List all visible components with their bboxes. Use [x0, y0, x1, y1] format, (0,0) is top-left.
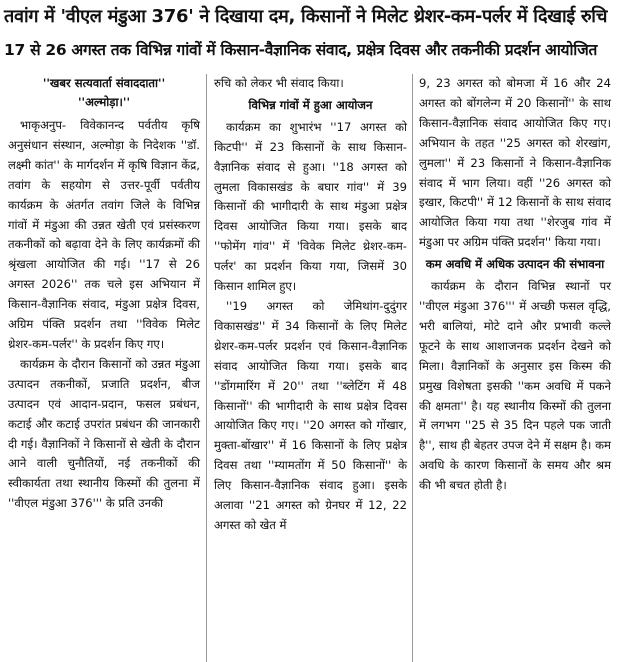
column-2	[214, 74, 407, 536]
byline	[8, 74, 200, 112]
paragraph: कार्यक्रम के दौरान किसानों को उन्नत मंडुआ उत्पादन तकनीकों, प्रजाति प्रदर्शन, बीज उत्पादन एवं आदान-प्रदान, फसल प्रबंधन, कटाई और कटाई उपरांत प्रबंधन की जानकारी दी गई। वैज्ञानिकों ने किसानों से खेती के दौरान आने वाली चुनौतियों, नई तकनीकों की स्वीकार्यता तथा स्थानीय किस्मों की तुलना में ''वीएल मंडुआ 376''' के प्रति उनकी	[8, 356, 200, 511]
column-divider	[412, 74, 413, 662]
section-heading: विभिन्न गांवों में हुआ आयोजन	[248, 97, 373, 112]
section-heading: कम अवधि में अधिक उत्पादन की संभावना	[425, 257, 605, 272]
column-1	[8, 74, 200, 514]
paragraph: कार्यक्रम के दौरान विभिन्न स्थानों पर ''वीएल मंडुआ 376''' में अच्छी फसल वृद्धि, भरी बालियां, मोटे दाने और प्रभावी कल्ले फूटने के साथ आशाजनक प्रदर्शन देखने को मिला। वैज्ञानिकों के अनुसार इस किस्म की प्रमुख विशेषता इसकी ''कम अवधि में पकने की क्षमता'' है। यह स्थानीय किस्मों की तुलना में लगभग ''25 से 35 दिन पहले पक जाती है'', साथ ही बेहतर उपज देने में सक्षम है। कम अवधि के कारण किसानों के समय और श्रम की भी बचत होती है।	[419, 279, 611, 493]
subheadline: 17 से 26 अगस्त तक विभिन्न गांवों में किसान-वैज्ञानिक संवाद, प्रक्षेत्र दिवस और तकनीकी प्रदर्शन आयोजित	[4, 41, 598, 59]
headline: तवांग में 'वीएल मंडुआ 376' ने दिखाया दम, किसानों ने मिलेट थ्रेशर-कम-पर्लर में दिखाई रुचि	[4, 6, 608, 27]
paragraph: ''19 अगस्त को जेमिथांग-दुदुंगर विकासखंड'' में 34 किसानों के लिए मिलेट थ्रेशर-कम-पर्लर प्रदर्शन एवं किसान-वैज्ञानिक संवाद आयोजित किया गया। इसके बाद ''डोंगमारिंग में 20'' तथा ''ब्लेटिंग में 48 किसानों'' की भागीदारी के साथ प्रक्षेत्र दिवस आयोजित किए गए। ''20 अगस्त को गोंखार, मुक्ता-बोंखार'' में 16 किसानों के लिए प्रक्षेत्र दिवस तथा ''म्यामतोंग में 50 किसानों'' के लिए किसान-वैज्ञानिक संवाद हुआ। इसके अलावा ''21 अगस्त को ग्रेनघर में 12, 22 अगस्त को खेत में	[214, 298, 407, 532]
paragraph: 9, 23 अगस्त को बोमजा में 16 और 24 अगस्त को बोंगलेन्ग में 20 किसानों'' के साथ किसान-वैज्ञानिक संवाद आयोजित किए गए।अभियान के तहत ''25 अगस्त को शेरखांग, लुमला'' में 23 किसानों ने किसान-वैज्ञानिक संवाद में भाग लिया। वहीं ''26 अगस्त को इखार, किटपी'' में 12 किसानों के साथ संवाद आयोजित किया गया तथा ''शेरजुब गांव में मंडुआ पर अग्रिम पंक्ति प्रदर्शन'' किया गया।	[419, 76, 611, 250]
paragraph: रुचि को लेकर भी संवाद किया।	[214, 76, 344, 90]
paragraph: भाकृअनुप- विवेकानन्द पर्वतीय कृषि अनुसंधान संस्थान, अल्मोड़ा के निदेशक ''डॉ. लक्ष्मी कांत'' के मार्गदर्शन में कृषि विज्ञान केंद्र, तवांग के सहयोग से उत्तर-पूर्वी पर्वतीय कार्यक्रम के अंतर्गत तवांग जिले के विभिन्न गांवों में मंडुआ की उन्नत खेती एवं प्रसंस्करण तकनीकों को बढ़ावा देने के लिए कार्यक्रमों की श्रृंखला आयोजित की गई। ''17 से 26 अगस्त 2026'' तक चले इस अभियान में किसान-वैज्ञानिक संवाद, मंडुआ प्रक्षेत्र दिवस, अग्रिम पंक्ति प्रदर्शन तथा ''विवेक मिलेट थ्रेशर-कम-पर्लर'' के प्रदर्शन किए गए।	[8, 118, 200, 351]
column-divider	[206, 74, 207, 662]
byline-agency: ''खबर सत्यवार्ता संवाददाता''	[42, 76, 166, 90]
byline-place: ''अल्मोड़ा।''	[77, 95, 131, 109]
paragraph: कार्यक्रम का शुभारंभ ''17 अगस्त को किटपी'' में 23 किसानों के साथ किसान-वैज्ञानिक संवाद से हुआ। ''18 अगस्त को लुमला विकासखंड के बघार गांव'' में 39 किसानों की भागीदारी के साथ मंडुआ प्रक्षेत्र दिवस आयोजित किया गया। इसके बाद ''फोमेंग गांव'' में 'विवेक मिलेट थ्रेशर-कम-पर्लर' का प्रदर्शन किया गया, जिसमें 30 किसान शामिल हुए।	[214, 119, 407, 294]
column-3	[419, 74, 611, 496]
